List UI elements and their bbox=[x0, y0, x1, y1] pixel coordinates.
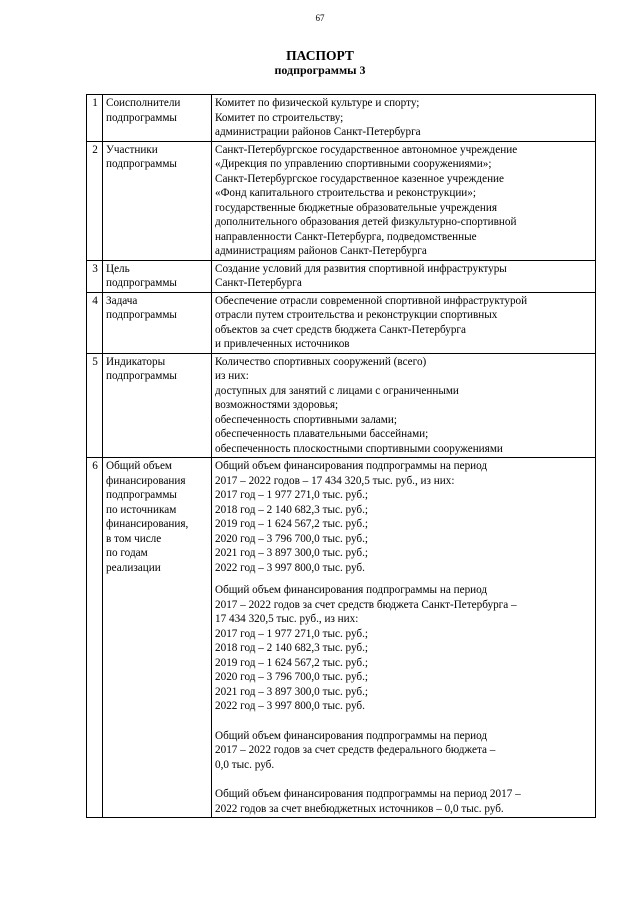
row-label-line: в том числе bbox=[106, 532, 162, 545]
financing-line: 2019 год – 1 624 567,2 тыс. руб.; bbox=[215, 518, 369, 530]
row-label-line: подпрограммы bbox=[106, 277, 177, 289]
row-content-line: и привлеченных источников bbox=[215, 338, 350, 350]
row-label-cell bbox=[103, 141, 212, 260]
row-content-line: Создание условий для развития спортивной инфраструктуры bbox=[215, 262, 507, 275]
passport-row bbox=[87, 458, 596, 818]
row-content-line: обеспеченность плавательными бассейнами; bbox=[215, 428, 429, 440]
row-label-cell bbox=[103, 292, 212, 353]
row-label-line: подпрограммы bbox=[106, 489, 177, 501]
page-number: 67 bbox=[315, 13, 325, 23]
financing-line: Общий объем финансирования подпрограммы на период bbox=[215, 729, 488, 742]
row-content-cell bbox=[212, 458, 596, 818]
row-number: 3 bbox=[87, 260, 103, 292]
row-content-line: Комитет по строительству; bbox=[215, 111, 344, 124]
financing-line: 2018 год – 2 140 682,3 тыс. руб.; bbox=[215, 503, 369, 516]
financing-line: 2021 год – 3 897 300,0 тыс. руб.; bbox=[215, 547, 369, 559]
row-content-line: обеспеченность плоскостными спортивными сооружениями bbox=[215, 442, 503, 455]
financing-line: 17 434 320,5 тыс. руб., из них: bbox=[215, 613, 359, 625]
row-label-line: подпрограммы bbox=[106, 158, 177, 170]
financing-line: Общий объем финансирования подпрограммы на период 2017 – bbox=[215, 788, 521, 800]
row-content-line: Санкт-Петербурга bbox=[215, 277, 302, 289]
row-content-cell bbox=[212, 353, 596, 458]
row-content-line: «Дирекция по управлению спортивными сооружениями»; bbox=[215, 158, 492, 170]
financing-line: 2017 – 2022 годов за счет средств федерального бюджета – bbox=[215, 744, 496, 756]
row-content-line: дополнительного образования детей физкультурно-спортивной bbox=[215, 216, 517, 228]
row-content-line: Комитет по физической культуре и спорту; bbox=[215, 97, 420, 109]
row-content-line: администрациям районов Санкт-Петербурга bbox=[215, 245, 427, 257]
financing-line: 2019 год – 1 624 567,2 тыс. руб.; bbox=[215, 656, 369, 669]
financing-line: 0,0 тыс. руб. bbox=[215, 758, 275, 771]
financing-line: 2020 год – 3 796 700,0 тыс. руб.; bbox=[215, 671, 369, 683]
row-label-line: Задача bbox=[106, 294, 138, 307]
row-label-line: подпрограммы bbox=[106, 111, 177, 124]
row-label-line: реализации bbox=[106, 561, 161, 574]
row-label-line: Общий объем bbox=[106, 460, 172, 472]
financing-line: 2022 годов за счет внебюджетных источников – 0,0 тыс. руб. bbox=[215, 802, 504, 815]
row-label-line: подпрограммы bbox=[106, 309, 177, 321]
document-title-block bbox=[0, 48, 640, 78]
financing-block bbox=[215, 787, 593, 816]
row-number: 4 bbox=[87, 292, 103, 353]
financing-line: 2022 год – 3 997 800,0 тыс. руб. bbox=[215, 700, 365, 712]
passport-row bbox=[87, 260, 596, 292]
financing-line: 2021 год – 3 897 300,0 тыс. руб.; bbox=[215, 685, 369, 698]
row-content-cell bbox=[212, 141, 596, 260]
financing-line: 2022 год – 3 997 800,0 тыс. руб. bbox=[215, 561, 365, 574]
row-label-line: Участники bbox=[106, 143, 158, 156]
financing-line: Общий объем финансирования подпрограммы на период bbox=[215, 584, 488, 596]
row-content-line: возможностями здоровья; bbox=[215, 399, 339, 411]
row-content-line: государственные бюджетные образовательные учреждения bbox=[215, 201, 498, 214]
financing-line: 2017 год – 1 977 271,0 тыс. руб.; bbox=[215, 627, 369, 640]
row-number: 2 bbox=[87, 141, 103, 260]
passport-table bbox=[86, 94, 596, 818]
row-label-line: Цель bbox=[106, 262, 130, 275]
financing-block bbox=[215, 583, 593, 714]
row-content-line: доступных для занятий с лицами с ограниченными bbox=[215, 384, 459, 397]
row-label-cell bbox=[103, 353, 212, 458]
row-content-line: «Фонд капитального строительства и реконструкции»; bbox=[215, 187, 476, 199]
financing-block bbox=[215, 459, 593, 575]
row-label-cell bbox=[103, 260, 212, 292]
passport-row bbox=[87, 95, 596, 142]
document-title: ПАСПОРТ bbox=[286, 48, 354, 63]
row-label-line: по источникам bbox=[106, 503, 177, 516]
row-label-line: финансирования, bbox=[106, 518, 189, 530]
passport-row bbox=[87, 292, 596, 353]
row-content-cell bbox=[212, 292, 596, 353]
row-content-line: из них: bbox=[215, 370, 249, 382]
row-number: 6 bbox=[87, 458, 103, 818]
passport-row bbox=[87, 141, 596, 260]
row-label-line: по годам bbox=[106, 547, 148, 559]
row-content-line: отрасли путем строительства и реконструкции спортивных bbox=[215, 309, 498, 321]
financing-block bbox=[215, 729, 593, 773]
row-label-line: Соисполнители bbox=[106, 97, 181, 109]
row-content-line: Санкт-Петербургское государственное казенное учреждение bbox=[215, 172, 505, 185]
passport-row bbox=[87, 353, 596, 458]
financing-line: 2018 год – 2 140 682,3 тыс. руб.; bbox=[215, 642, 369, 654]
row-content-line: Санкт-Петербургское государственное автономное учреждение bbox=[215, 143, 518, 156]
row-content-line: обеспеченность спортивными залами; bbox=[215, 413, 397, 426]
financing-line: 2017 – 2022 годов за счет средств бюджета Санкт-Петербурга – bbox=[215, 598, 517, 611]
financing-line: Общий объем финансирования подпрограммы на период bbox=[215, 460, 488, 472]
financing-line: 2020 год – 3 796 700,0 тыс. руб.; bbox=[215, 532, 369, 545]
row-content-line: Обеспечение отрасли современной спортивной инфраструктурой bbox=[215, 294, 528, 307]
row-content-line: Количество спортивных сооружений (всего) bbox=[215, 355, 427, 368]
document-subtitle: подпрограммы 3 bbox=[274, 63, 366, 77]
row-label-line: Индикаторы bbox=[106, 355, 166, 368]
financing-line: 2017 год – 1 977 271,0 тыс. руб.; bbox=[215, 489, 369, 501]
row-number: 5 bbox=[87, 353, 103, 458]
row-label-line: подпрограммы bbox=[106, 370, 177, 382]
row-content-line: объектов за счет средств бюджета Санкт-Петербурга bbox=[215, 323, 466, 336]
row-label-cell bbox=[103, 95, 212, 142]
row-content-line: администрации районов Санкт-Петербурга bbox=[215, 126, 421, 138]
row-content-cell bbox=[212, 260, 596, 292]
row-label-line: финансирования bbox=[106, 474, 186, 487]
row-number: 1 bbox=[87, 95, 103, 142]
row-label-cell bbox=[103, 458, 212, 818]
row-content-cell bbox=[212, 95, 596, 142]
row-content-line: направленности Санкт-Петербурга, подведомственные bbox=[215, 230, 477, 243]
financing-line: 2017 – 2022 годов – 17 434 320,5 тыс. руб., из них: bbox=[215, 474, 455, 487]
